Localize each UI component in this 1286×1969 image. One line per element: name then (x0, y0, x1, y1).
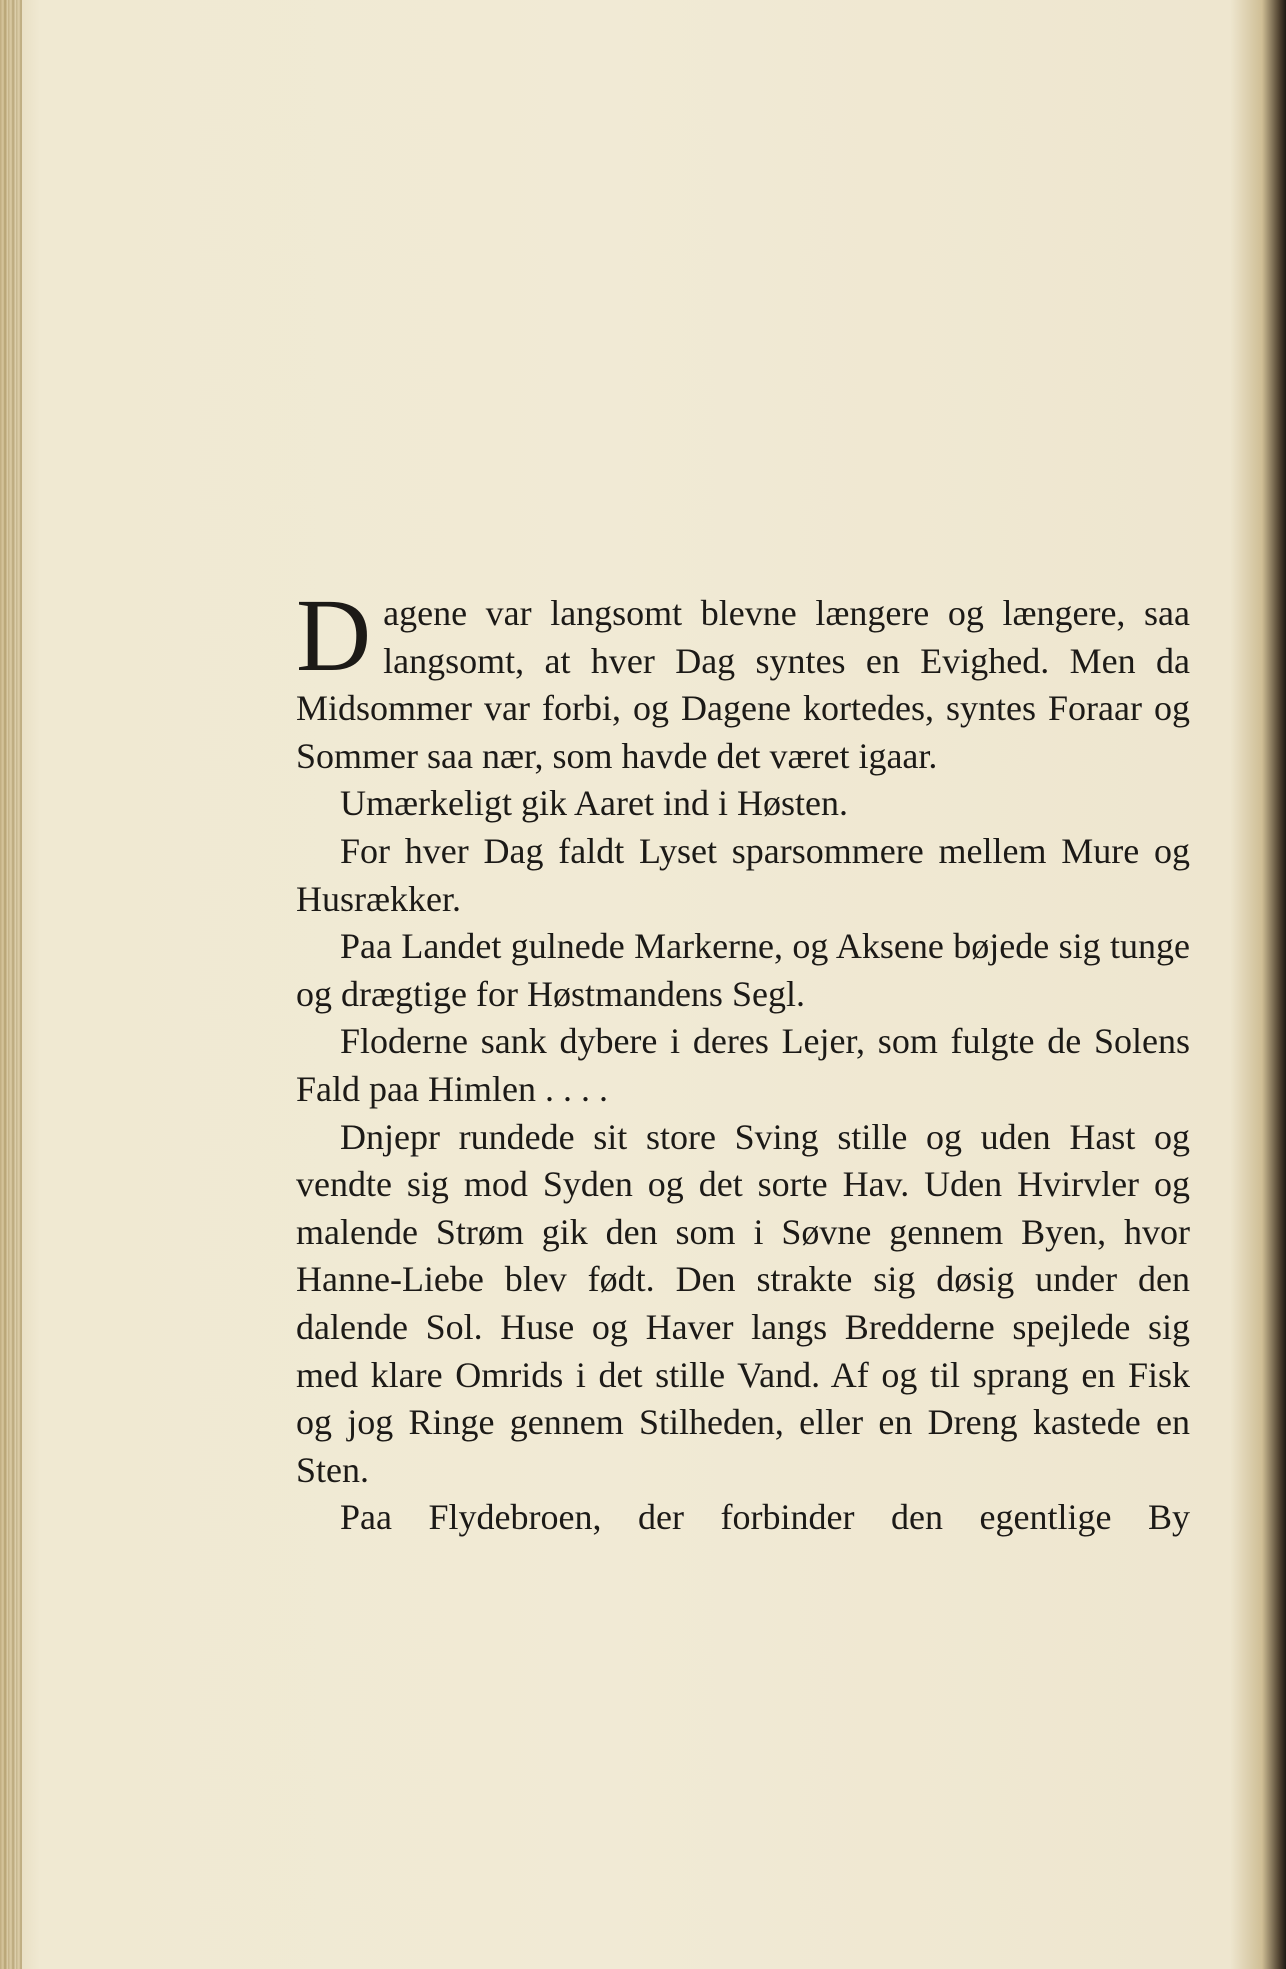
paragraph-3: For hver Dag faldt Lyset sparsommere mellem Mure og Husrækker. (296, 830, 1190, 919)
page-gutter (0, 0, 22, 1969)
paragraph-4: Paa Landet gulnede Markerne, og Aksene bøjede sig tunge og drægtige for Høstmandens Segl. (296, 926, 1190, 1014)
paragraph-6: Dnjepr rundede sit store Sving stille og uden Hast og vendte sig mod Syden og det sorte Hav. Uden Hvirvler og malende Strøm gik den som i Søvne gennem Byen, hvor Hanne-Liebe blev født. Den strakte sig døsig under den dalende Sol. Huse og Haver langs Bredderne spejlede sig med klare Omrids i det stille Vand. Af og til sprang en Fisk og jog Ringe gennem Stilheden, eller en Dreng kastede en Sten. (296, 1116, 1190, 1490)
paragraph-5: Floderne sank dybere i deres Lejer, som fulgte de Solens Fald paa Himlen . . . . (296, 1021, 1190, 1109)
paragraph-7: Paa Flydebroen, der forbinder den egentlige By (340, 1497, 1190, 1538)
paragraph-2: Umærkeligt gik Aaret ind i Høsten. (340, 783, 848, 824)
drop-cap: D (296, 578, 372, 693)
body-text (296, 578, 1190, 1542)
paragraph-1: Dagene var langsomt blevne længere og længere, saa langsomt, at hver Dag syntes en Evighed. Men da Midsommer var forbi, og Dagene kortedes, syntes Foraar og Sommer saa nær, som havde det været igaar. (296, 578, 1190, 776)
